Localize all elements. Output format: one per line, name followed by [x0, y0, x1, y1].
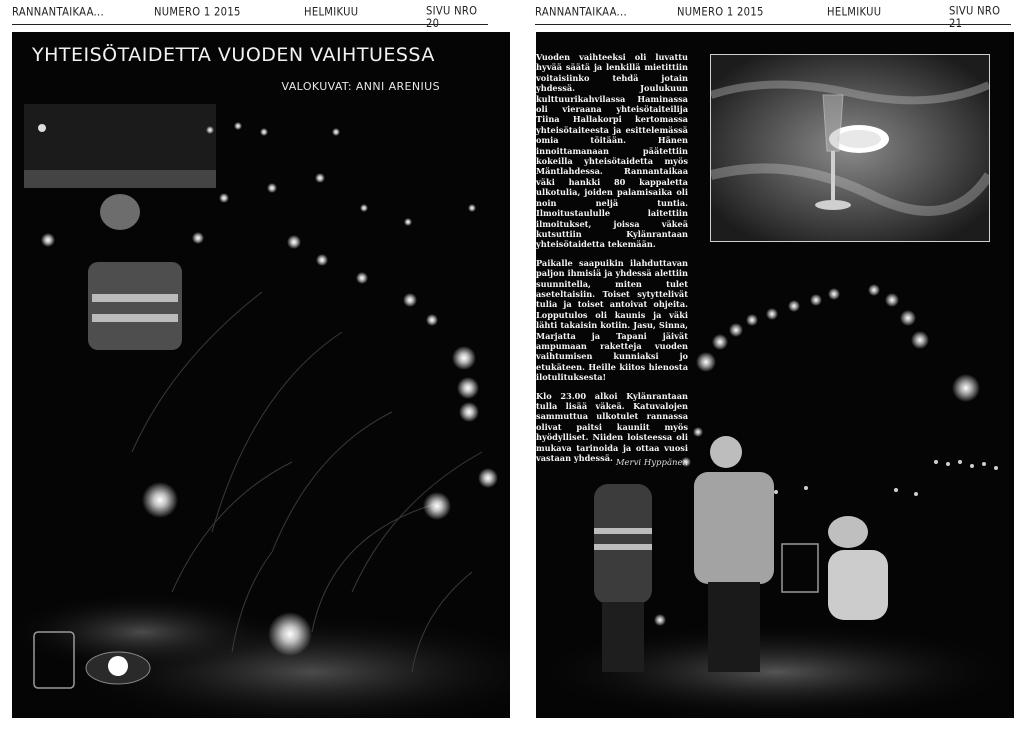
header-month: HELMIKUU [304, 6, 359, 19]
header-month: HELMIKUU [827, 6, 882, 19]
header-year: 2015 [214, 6, 241, 19]
header-publication: RANNANTAIKAA... [535, 6, 627, 19]
header-page-number: SIVU NRO 21 [949, 5, 1001, 31]
article-paragraph: Paikalle saapuikin ilahduttavan paljon ihmisiä ja yhdessä alettiin suunnitella, miten tulet aseteltaisiin. Toiset sytyttelivät tulia ja toiset antoivat ohjeita. Lopputulos oli kaunis ja väki lähti takaisin kotiin. Jasu, Sinna, Marjatta ja Tapani jäivät ampumaan raketteja vuoden vaihtumisen kunniaksi jo etukäteen. Heille kiitos hienosta ilotulituksesta! [536, 257, 688, 383]
author-signature: Mervi Hyppänen [615, 458, 688, 468]
header-issue: NUMERO 1 [677, 6, 734, 19]
article-title: YHTEISÖTAIDETTA VUODEN VAIHTUESSA [32, 44, 435, 66]
night-candles-photo [12, 32, 510, 718]
glass-candle-photo [710, 54, 990, 242]
article-paragraph: Klo 23.00 alkoi Kylänrantaan tulla lisää väkeä. Katuvalojen sammuttua ulkotulet rannassa olivat paitsi kauniit myös hyödylliset. Niiden loisteessa oli mukava tarinoida ja ottaa vuosi vastaan yhdessä. [536, 390, 688, 464]
header-publication: RANNANTAIKAA... [12, 6, 104, 19]
header-left [12, 4, 488, 31]
left-page [12, 32, 510, 718]
header-year: 2015 [737, 6, 764, 19]
header-right [535, 4, 1011, 31]
article-paragraph: Vuoden vaihteeksi oli luvattu hyvää säätä ja lenkillä mietittiin voitaisiinko tehdä jotain yhdessä. Joulukuun kulttuurikahvilassa Haminassa oli vieraana yhteisötaiteilija Tiina Hallakorpi kertomassa yhteisötaiteesta ja esittelemässä omia töitään. Hänen innoittamanaan päätettiin kokeilla yhteisötaidetta myös Mäntlahdessa. Rannantaikaa väki hankki 80 kappaletta ulkotulia, joiden palamisaika oli noin neljä tuntia. Ilmoitustaululle laitettiin ilmoitukset, joissa väkeä kutsuttiin Kylänrantaan yhteisötaidetta tekemään. [536, 52, 688, 250]
photo-credit: VALOKUVAT: ANNI ARENIUS [281, 80, 440, 93]
right-page [536, 32, 1014, 718]
header-issue: NUMERO 1 [154, 6, 211, 19]
header-page-number: SIVU NRO 20 [426, 5, 478, 31]
